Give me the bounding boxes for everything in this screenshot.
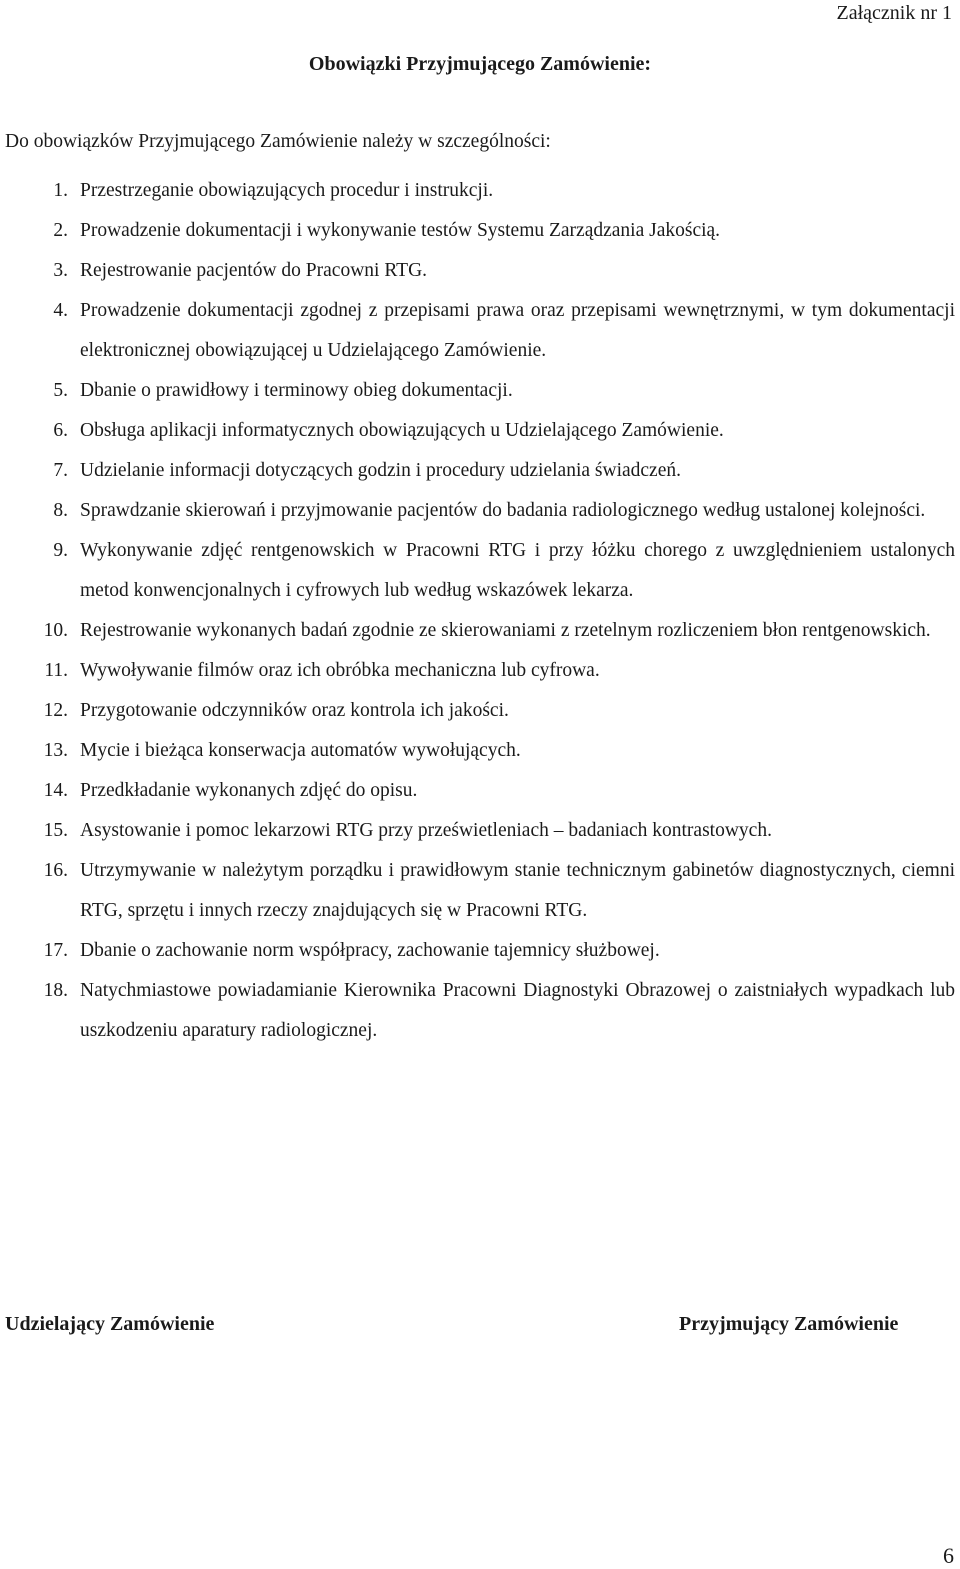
list-item	[0, 491, 960, 531]
item-number: 4.	[53, 300, 68, 321]
list-item	[0, 611, 960, 651]
item-text: Przedkładanie wykonanych zdjęć do opisu.	[80, 780, 418, 801]
item-number: 6.	[53, 420, 68, 441]
item-text: Wywoływanie filmów oraz ich obróbka mechaniczna lub cyfrowa.	[80, 660, 600, 681]
item-text: Asystowanie i pomoc lekarzowi RTG przy prześwietleniach – badaniach kontrastowych.	[80, 820, 772, 841]
list-item	[0, 531, 960, 611]
item-text: Prowadzenie dokumentacji zgodnej z przepisami prawa oraz przepisami wewnętrznymi, w tym dokumentacji elektronicznej obowiązującej u Udzielającego Zamówienie.	[80, 300, 955, 361]
list-item	[0, 851, 960, 931]
item-number: 11.	[44, 660, 68, 681]
item-text: Utrzymywanie w należytym porządku i prawidłowym stanie technicznym gabinetów diagnostycznych, ciemni RTG, sprzętu i innych rzeczy znajdujących się w Pracowni RTG.	[80, 860, 955, 921]
item-number: 16.	[43, 860, 68, 881]
list-item	[0, 371, 960, 411]
list-item	[0, 171, 960, 211]
item-number: 9.	[53, 540, 68, 561]
document-title: Obowiązki Przyjmującego Zamówienie:	[308, 53, 652, 75]
item-text: Obsługa aplikacji informatycznych obowiązujących u Udzielającego Zamówienie.	[80, 420, 724, 441]
list-item	[0, 771, 960, 811]
item-text: Rejestrowanie wykonanych badań zgodnie ze skierowaniami z rzetelnym rozliczeniem błon rentgenowskich.	[80, 620, 931, 641]
item-text: Dbanie o zachowanie norm współpracy, zachowanie tajemnicy służbowej.	[80, 940, 660, 961]
list-item	[0, 411, 960, 451]
list-item	[0, 931, 960, 971]
list-item	[0, 451, 960, 491]
list-item	[0, 731, 960, 771]
item-text: Przygotowanie odczynników oraz kontrola ich jakości.	[80, 700, 509, 721]
intro-paragraph: Do obowiązków Przyjmującego Zamówienie należy w szczególności:	[5, 131, 551, 152]
list-item	[0, 971, 960, 1051]
signature-label-provider: Udzielający Zamówienie	[5, 1313, 215, 1335]
list-item	[0, 211, 960, 251]
item-number: 5.	[53, 380, 68, 401]
list-item	[0, 691, 960, 731]
list-item	[0, 651, 960, 691]
signature-label-contractor: Przyjmujący Zamówienie	[679, 1313, 899, 1335]
item-text: Sprawdzanie skierowań i przyjmowanie pacjentów do badania radiologicznego według ustalonej kolejności.	[80, 500, 926, 521]
item-number: 13.	[43, 740, 68, 761]
list-item	[0, 251, 960, 291]
list-item	[0, 811, 960, 851]
item-number: 17.	[43, 940, 68, 961]
item-number: 3.	[53, 260, 68, 281]
item-text: Natychmiastowe powiadamianie Kierownika Pracowni Diagnostyki Obrazowej o zaistniałych wypadkach lub uszkodzeniu aparatury radiologicznej.	[80, 980, 955, 1041]
item-number: 14.	[43, 780, 68, 801]
item-number: 12.	[43, 700, 68, 721]
item-text: Udzielanie informacji dotyczących godzin i procedury udzielania świadczeń.	[80, 460, 681, 481]
duties-list	[0, 171, 960, 1051]
item-text: Dbanie o prawidłowy i terminowy obieg dokumentacji.	[80, 380, 513, 401]
item-number: 8.	[53, 500, 68, 521]
item-text: Prowadzenie dokumentacji i wykonywanie testów Systemu Zarządzania Jakością.	[80, 220, 721, 241]
item-text: Przestrzeganie obowiązujących procedur i instrukcji.	[80, 180, 494, 201]
item-text: Mycie i bieżąca konserwacja automatów wywołujących.	[80, 740, 521, 761]
page-number: 6	[943, 1543, 954, 1568]
item-number: 7.	[53, 460, 68, 481]
item-text: Rejestrowanie pacjentów do Pracowni RTG.	[80, 260, 428, 281]
item-number: 10.	[43, 620, 68, 641]
item-text: Wykonywanie zdjęć rentgenowskich w Pracowni RTG i przy łóżku chorego z uwzględnieniem ustalonych metod konwencjonalnych i cyfrowych lub według wskazówek lekarza.	[80, 540, 955, 601]
item-number: 1.	[53, 180, 68, 201]
item-number: 15.	[43, 820, 68, 841]
item-number: 2.	[53, 220, 68, 241]
annex-label: Załącznik nr 1	[836, 2, 952, 24]
item-number: 18.	[43, 980, 68, 1001]
list-item	[0, 291, 960, 371]
